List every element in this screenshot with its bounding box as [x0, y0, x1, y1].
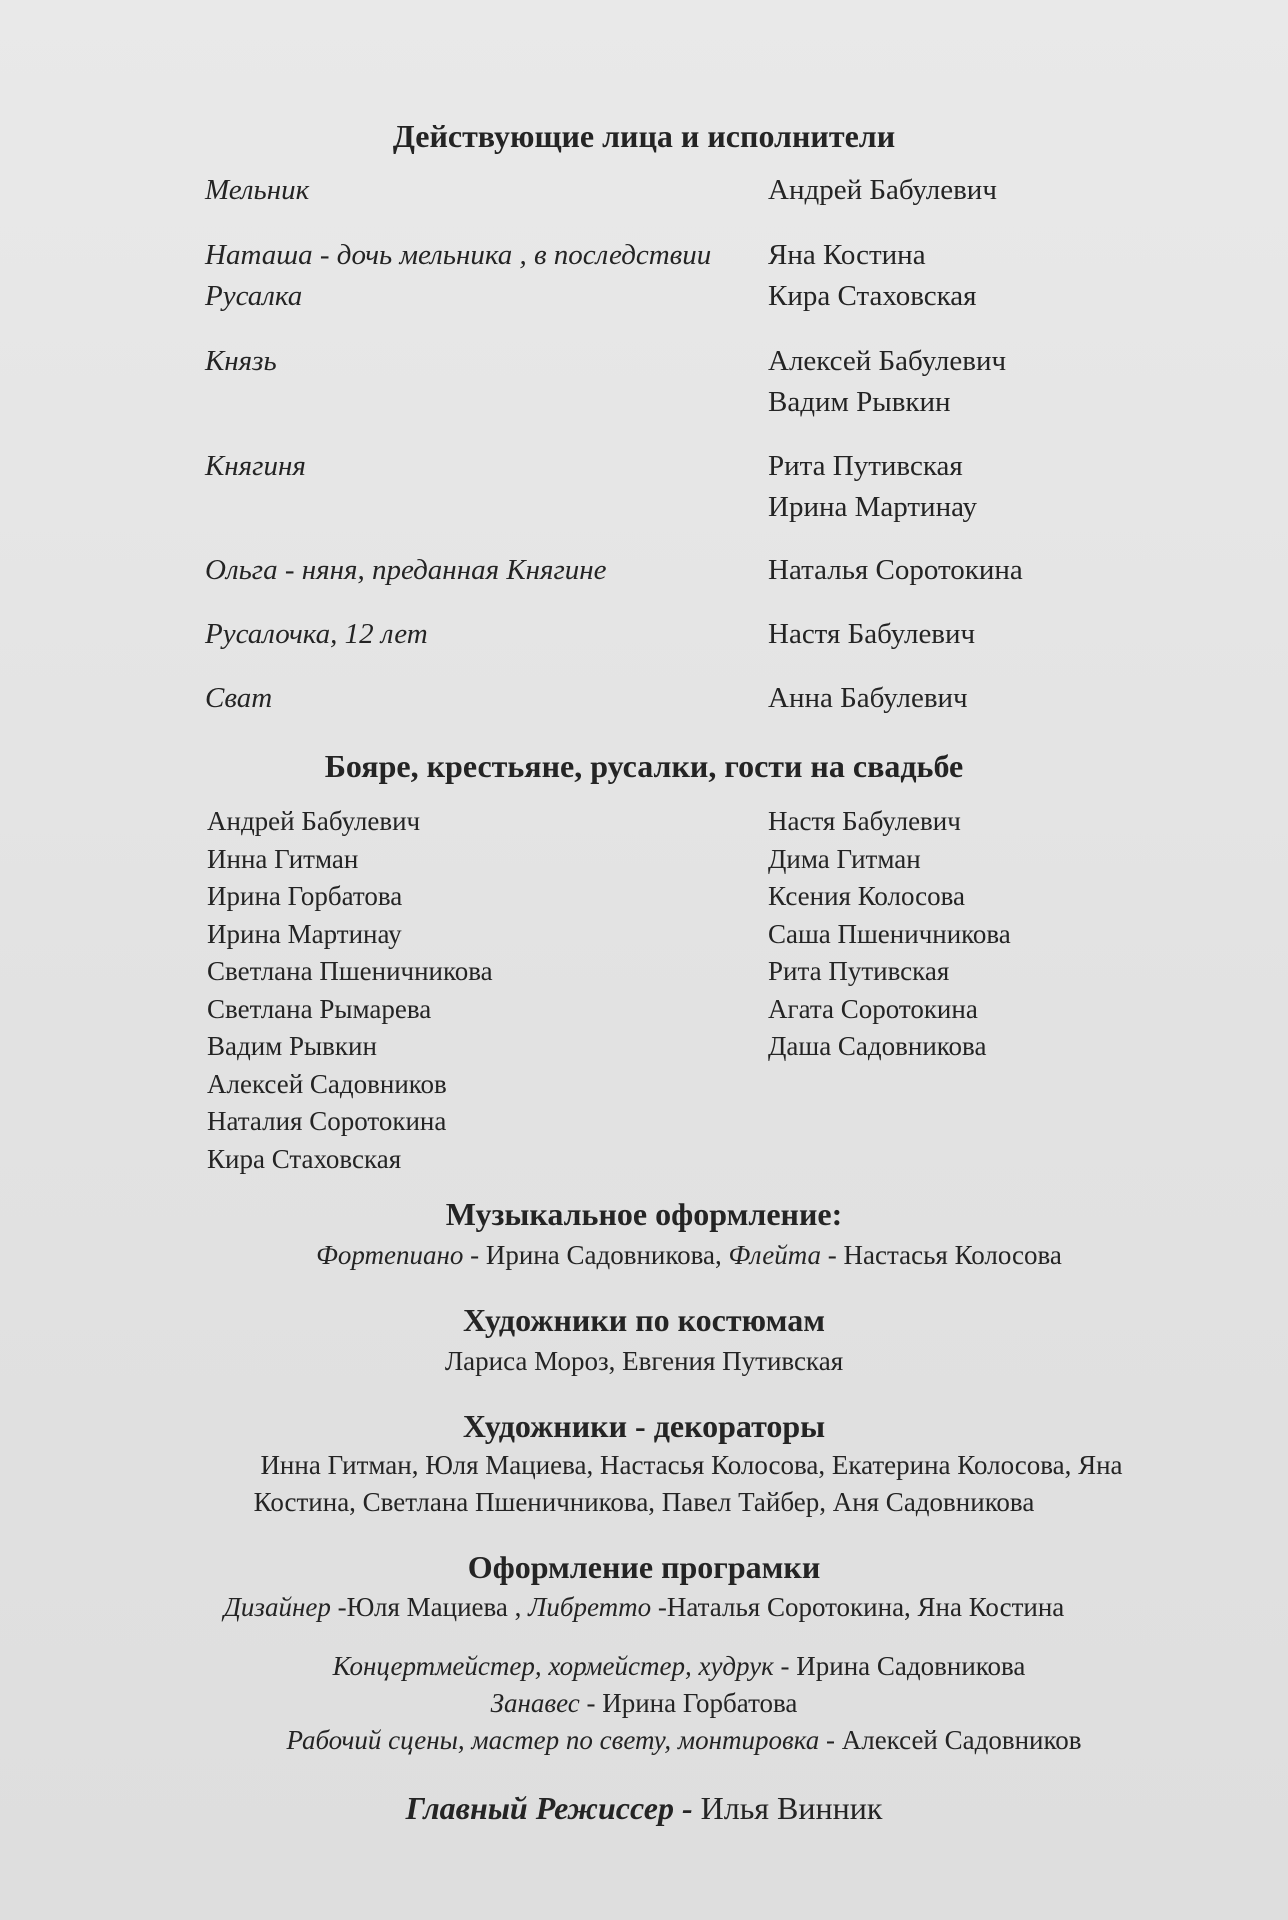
list-item: Ирина Горбатова: [207, 881, 403, 911]
actor-name: Алексей Бабулевич: [768, 345, 1007, 377]
program-credits: [0, 1592, 1288, 1623]
list-item: Настя Бабулевич: [768, 806, 961, 836]
crew-label: Занавес: [490, 1688, 580, 1718]
crew-line-2: [0, 1688, 1288, 1719]
libretto-label: Либретто: [528, 1592, 652, 1622]
role-princess: Княгиня: [205, 450, 306, 482]
list-item: Алексей Садовников: [207, 1068, 447, 1099]
role-natasha: Наташа - дочь мельника , в последствии Русалка: [205, 239, 712, 312]
costumes-heading: Художники по костюмам: [463, 1302, 825, 1338]
flute-name: - Настасья Колосова: [821, 1240, 1062, 1270]
program-heading: Оформление програмки: [467, 1549, 821, 1585]
ensemble-list-left: [207, 803, 493, 1178]
role-prince: Князь: [205, 345, 277, 377]
decor-line-1: Инна Гитман, Юля Мациева, Настасья Колосова, Екатерина Колосова, Яна: [260, 1450, 1123, 1480]
decor-heading: Художники - декораторы: [462, 1408, 826, 1444]
actor-name: Вадим Рывкин: [768, 386, 951, 418]
list-item: Агата Соротокина: [768, 993, 978, 1024]
music-heading: Музыкальное оформление:: [445, 1196, 843, 1232]
actor-name: Наталья Соротокина: [768, 554, 1023, 586]
libretto-name: -Наталья Соротокина, Яна Костина: [651, 1592, 1065, 1622]
actors-natasha: [768, 235, 977, 317]
crew-name: - Алексей Садовников: [819, 1725, 1082, 1755]
director-name: Илья Винник: [700, 1790, 883, 1826]
crew-label: Рабочий сцены, мастер по свету, монтировка: [286, 1725, 820, 1755]
list-item: Дима Гитман: [768, 843, 921, 874]
ensemble-heading: Бояре, крестьяне, русалки, гости на свадьбе: [324, 748, 964, 784]
actor-name: Кира Стаховская: [768, 280, 977, 312]
cast-heading: Действующие лица и исполнители: [392, 118, 896, 154]
actors-miller: [768, 170, 997, 211]
ensemble-list-right: [768, 803, 1011, 1066]
list-item: Светлана Рымарева: [207, 993, 432, 1024]
piano-label: Фортепиано: [316, 1240, 464, 1270]
crew-line-3: [0, 1725, 1288, 1756]
crew-name: - Ирина Горбатова: [579, 1688, 798, 1718]
actors-princess: [768, 446, 977, 528]
role-matchmaker: Сват: [205, 682, 273, 714]
list-item: Кира Стаховская: [207, 1143, 402, 1174]
piano-name: - Ирина Садовникова,: [463, 1240, 729, 1270]
decor-line-2: Костина, Светлана Пшеничникова, Павел Тайбер, Аня Садовникова: [253, 1487, 1035, 1517]
crew-line-1: [0, 1651, 1288, 1682]
role-olga: Ольга - няня, преданная Княгине: [205, 554, 607, 586]
actor-name: Яна Костина: [768, 239, 926, 271]
costumes-names: Лариса Мороз, Евгения Путивская: [444, 1346, 844, 1376]
list-item: Рита Путивская: [768, 956, 950, 986]
actor-name: Рита Путивская: [768, 450, 963, 482]
list-item: Ксения Колосова: [768, 881, 966, 911]
role-miller: Мельник: [205, 174, 310, 206]
actors-little-mermaid: [768, 614, 975, 655]
music-credits: [0, 1240, 1288, 1271]
role-little-mermaid: Русалочка, 12 лет: [205, 618, 428, 650]
list-item: Ирина Мартинау: [207, 918, 402, 949]
actor-name: Настя Бабулевич: [768, 618, 976, 650]
actors-olga: [768, 550, 1023, 591]
chief-director: [0, 1790, 1288, 1827]
crew-label: Концертмейстер, хормейстер, худрук: [332, 1651, 774, 1681]
list-item: Саша Пшеничникова: [768, 918, 1011, 949]
list-item: Вадим Рывкин: [207, 1031, 377, 1061]
director-label: Главный Режиссер -: [405, 1790, 701, 1826]
designer-name: -Юля Мациева ,: [330, 1592, 529, 1622]
actors-prince: [768, 341, 1006, 423]
flute-label: Флейта: [728, 1240, 822, 1270]
list-item: Наталия Соротокина: [207, 1106, 447, 1136]
actor-name: Ирина Мартинау: [768, 491, 977, 523]
actors-matchmaker: [768, 678, 968, 719]
list-item: Даша Садовникова: [768, 1031, 987, 1061]
list-item: Андрей Бабулевич: [207, 806, 421, 836]
designer-label: Дизайнер: [223, 1592, 331, 1622]
list-item: Светлана Пшеничникова: [207, 956, 493, 986]
list-item: Инна Гитман: [207, 843, 359, 874]
crew-name: - Ирина Садовникова: [773, 1651, 1026, 1681]
actor-name: Анна Бабулевич: [768, 682, 968, 714]
actor-name: Андрей Бабулевич: [768, 174, 997, 206]
